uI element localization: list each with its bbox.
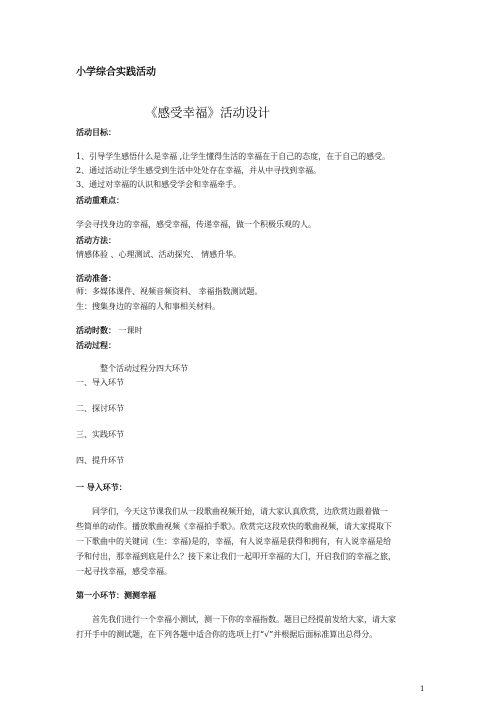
intro-label: 一 导入环节：	[76, 482, 127, 492]
keypoint-label: 活动重难点：	[76, 195, 124, 205]
intro-para-line-3: 一下歌曲中的关键词（生：幸福)是的，幸福，有人说幸福是获得和拥有，有人说幸福是给	[76, 537, 392, 546]
method-label: 活动方法：	[76, 235, 116, 245]
stage-item-1: 一、导入环节	[76, 378, 124, 387]
time-label: 活动时数：	[76, 325, 116, 335]
stage-item-3: 三、实践环节	[76, 430, 124, 439]
doc-heading: 小学综合实践活动	[76, 67, 156, 78]
stage-item-2: 二、探讨环节	[76, 404, 124, 413]
page-number: 1	[420, 685, 425, 693]
prep-label: 活动准备：	[76, 273, 116, 283]
time-value: 一课时	[118, 326, 143, 335]
section1-label: 第一小环节：测测幸福	[76, 590, 156, 600]
intro-para-line-4: 予和付出，那幸福到底是什么？接下来让我们一起叩开幸福的大门，开启我们的幸福之旅，	[76, 552, 396, 561]
keypoint-text: 学会寻找身边的幸福，感受幸福，传递幸福，做一个积极乐观的人。	[76, 220, 316, 229]
doc-title: 《感受幸福》活动设计	[145, 105, 271, 120]
process-label: 活动过程：	[76, 340, 116, 350]
section1-para-line-1: 首先我们进行一个幸福小测试，测一下你的幸福指数。题目已经提前发给大家，请大家	[92, 615, 396, 624]
goal-item-3: 3、通过对幸福的认识和感受学会和幸福牵手。	[76, 180, 242, 189]
goal-item-2: 2、通过活动让学生感受到生活中处处存在幸福，并从中寻找到幸福。	[76, 166, 322, 175]
intro-para-line-1: 同学们，今天这节课我们从一段歌曲视频开始，请大家认真欣赏，边欣赏边跟着做一	[92, 507, 388, 516]
section1-para-line-2: 打开手中的测试题，在下列各题中适合你的选项上打“√”并根据后面标准算出总得分。	[76, 630, 378, 639]
process-intro: 整个活动过程分四大环节	[100, 364, 188, 373]
prep-student: 生：搜集身边的幸福的人和事相关材料。	[76, 302, 220, 311]
prep-teacher: 师：多媒体课件、视频音频资料、 幸福指数测试题。	[76, 287, 263, 296]
intro-para-line-5: 一起寻找幸福，感受幸福。	[76, 567, 172, 576]
goal-item-1: 1、引导学生感悟什么是幸福 ,让学生懂得生活的幸福在于自己的态度，在于自己的感受。	[76, 152, 391, 161]
intro-para-line-2: 些简单的动作。播放歌曲视频《幸福拍手歌》。欣赏完这段欢快的歌曲视频，请大家提取下	[76, 522, 392, 531]
goals-label: 活动目标：	[76, 127, 116, 137]
time-row	[76, 325, 143, 336]
method-text: 情感体验 、心理测试、活动探究、 情感升华。	[76, 250, 242, 259]
stage-item-4: 四、提升环节	[76, 456, 124, 465]
